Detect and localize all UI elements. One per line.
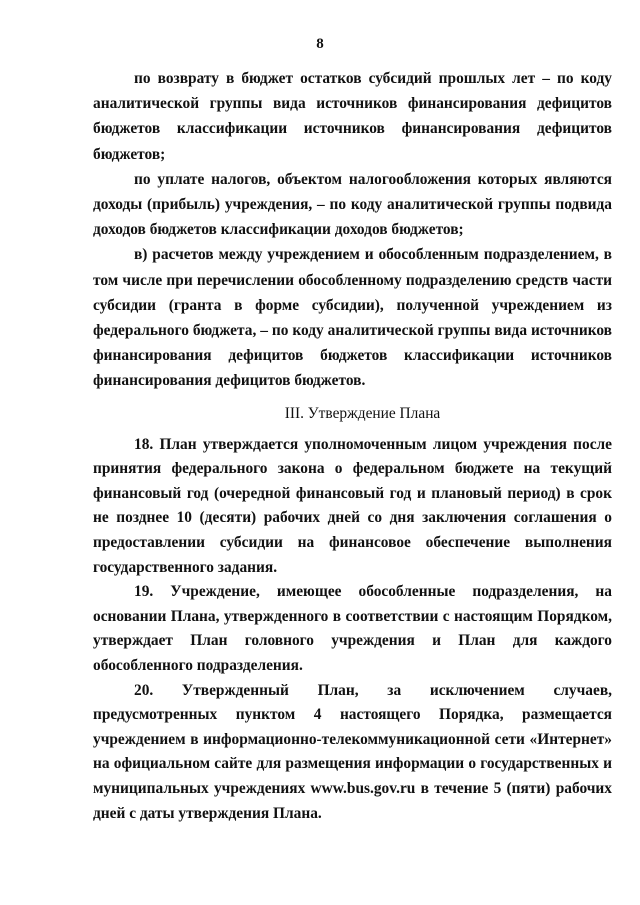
paragraph-item-20: 20. Утвержденный План, за исключением случаев, предусмотренных пунктом 4 настоящего Порядка, размещается учреждением в информационно-телекоммуникационной сети «Интернет» на официальном сайте для размещения информации о государственных и муниципальных учреждениях www.bus.gov.ru в течение 5 (пяти) рабочих дней с даты утверждения Плана. <box>93 681 612 822</box>
section-heading: III. Утверждение Плана <box>284 404 441 422</box>
page-number: 8 <box>316 36 324 52</box>
paragraph-item-18: 18. План утверждается уполномоченным лицом учреждения после принятия федерального закона о федеральном бюджете на текущий финансовый год (очередной финансовый год и плановый период) в срок не позднее 10 (десяти) рабочих дней со дня заключения соглашения о предоставлении субсидии на финансовое обеспечение выполнения государственного задания. <box>93 435 612 576</box>
paragraph-item-19: 19. Учреждение, имеющее обособленные подразделения, на основании Плана, утвержденного в соответствии с настоящим Порядком, утверждает План головного учреждения и План для каждого обособленного подразделения. <box>93 583 612 674</box>
document-body <box>93 66 612 826</box>
paragraph-settlements-subdivision: в) расчетов между учреждением и обособленным подразделением, в том числе при перечислении обособленному подразделению средств части субсидии (гранта в форме субсидии), полученной учреждением из федерального бюджета, – по коду аналитической группы вида источников финансирования дефицитов бюджетов классификации источников финансирования дефицитов бюджетов. <box>93 246 612 390</box>
paragraph-return-subsidies: по возврату в бюджет остатков субсидий прошлых лет – по коду аналитической группы вида источников финансирования дефицитов бюджетов классификации источников финансирования дефицитов бюджетов; <box>93 70 612 163</box>
paragraph-tax-payment: по уплате налогов, объектом налогообложения которых являются доходы (прибыль) учреждения, – по коду аналитической группы подвида доходов бюджетов классификации доходов бюджетов; <box>93 170 612 239</box>
